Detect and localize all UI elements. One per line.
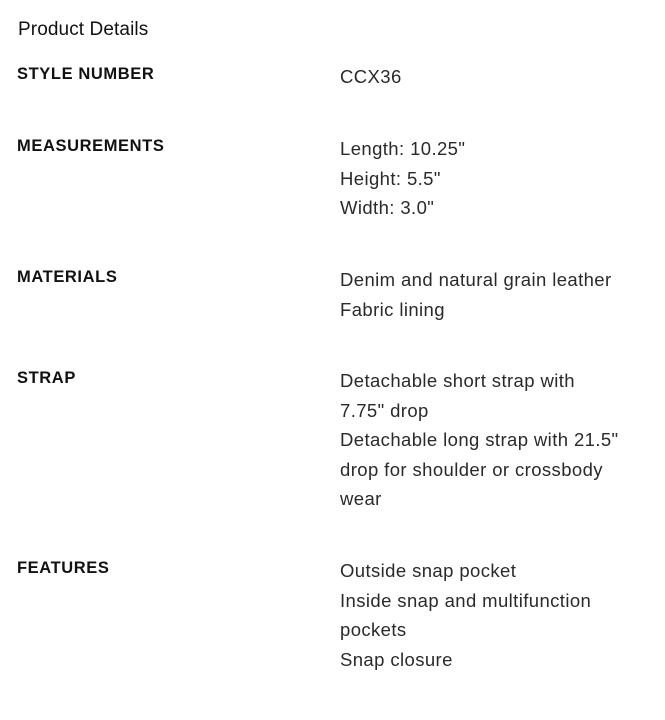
- detail-value-line: Denim and natural grain leather: [340, 269, 612, 290]
- detail-value-line: Fabric lining: [340, 298, 445, 320]
- detail-label: MATERIALS: [17, 268, 118, 286]
- detail-value-line: 7.75" drop: [340, 399, 429, 421]
- detail-value-line: Outside snap pocket: [340, 560, 517, 581]
- detail-value-line: Width: 3.0": [340, 197, 435, 219]
- detail-label: MEASUREMENTS: [17, 137, 165, 155]
- detail-value: [340, 366, 660, 514]
- detail-value: [340, 62, 660, 92]
- detail-value-line: wear: [340, 488, 382, 510]
- detail-value-line: Detachable long strap with 21.5": [340, 429, 619, 451]
- detail-label: STRAP: [17, 369, 76, 387]
- detail-value-line: drop for shoulder or crossbody: [340, 458, 603, 480]
- detail-value-line: pockets: [340, 619, 407, 641]
- page-title: Product Details: [18, 19, 149, 40]
- detail-value-line: CCX36: [340, 66, 402, 87]
- detail-value-line: Length: 10.25": [340, 138, 466, 159]
- detail-value-line: Detachable short strap with: [340, 370, 575, 391]
- detail-value: [340, 265, 660, 324]
- detail-value: [340, 556, 660, 674]
- detail-value: [340, 134, 660, 223]
- detail-label: STYLE NUMBER: [17, 65, 155, 83]
- detail-value-line: Inside snap and multifunction: [340, 589, 592, 611]
- detail-value-line: Height: 5.5": [340, 167, 441, 189]
- detail-label: FEATURES: [17, 559, 110, 577]
- detail-value-line: Snap closure: [340, 648, 453, 670]
